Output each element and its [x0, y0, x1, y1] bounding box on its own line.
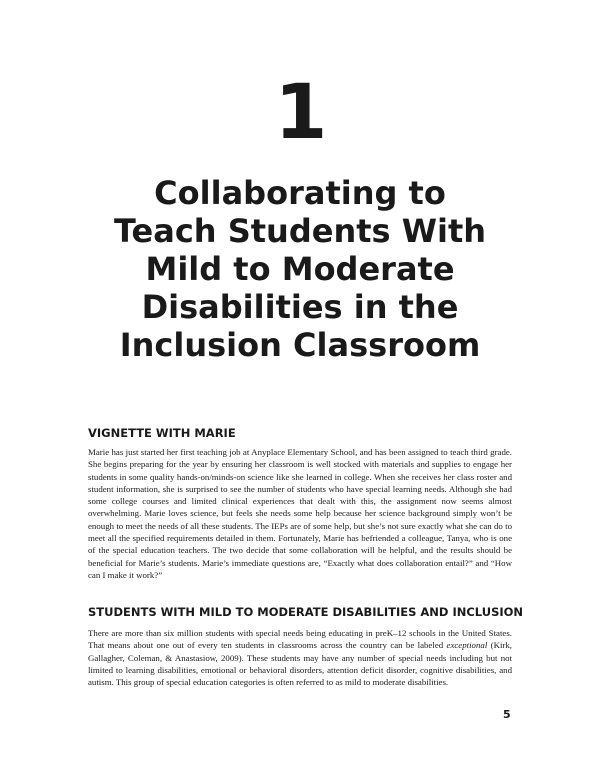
chapter-title-line: Disabilities in the	[141, 288, 459, 326]
chapter-number: 1	[274, 67, 326, 156]
vignette-paragraph: Marie has just started her first teaching job at Anyplace Elementary School, and has been assigned to teach third grade. She begins preparing for the year by ensuring her classroom is well stocked with materials and supplies to engage her students in some quality hands-on/minds-on science like she learned in college. When she receives her class roster and student information, she is surprised to see the number of students who have special learning needs. Although she had some college courses and limited clinical experiences that dealt with this, the assignment now seems almost overwhelming. Marie loves science, but feels she needs some help because her science background simply won’t be enough to meet the needs of all these students. The IEPs are of some help, but she’s not sure exactly what she can do to meet all the specified requirements detailed in them. Fortunately, Marie has befriended a colleague, Tanya, who is one of the special education teachers. The two decide that some collaboration will be helpful, and the results should be beneficial for Marie’s students. Marie’s immediate questions are, “Exactly what does collaboration entail?” and “How can I make it work?”	[88, 447, 512, 580]
inclusion-paragraph-text: (Kirk, Gallagher, Coleman, & Anastasiow, 2009). These students may have any number of special needs including but not limited to learning disabilities, emotional or behavioral disorders, attention deficit disorder, cognitive disabilities, and autism. This group of special education categories is often referred to as mild to moderate disabilities.	[88, 640, 512, 688]
section-heading-vignette: VIGNETTE WITH MARIE	[88, 426, 236, 440]
inclusion-paragraph	[88, 627, 512, 688]
page-number: 5	[503, 708, 511, 721]
section-heading-inclusion: STUDENTS WITH MILD TO MODERATE DISABILITIES AND INCLUSION	[88, 605, 524, 619]
chapter-title-line: Teach Students With	[113, 212, 487, 250]
exceptional-term: exceptional	[446, 640, 488, 651]
chapter-title-line: Inclusion Classroom	[119, 326, 481, 364]
inclusion-paragraph-text: There are more than six million students with special needs being educating in preK–12 schools in the United States. That means about one out of every ten students in classrooms across the country can be labeled	[88, 628, 512, 651]
chapter-title-line: Mild to Moderate	[145, 250, 455, 288]
chapter-title-line: Collaborating to	[154, 174, 446, 212]
chapter-title	[60, 174, 540, 364]
